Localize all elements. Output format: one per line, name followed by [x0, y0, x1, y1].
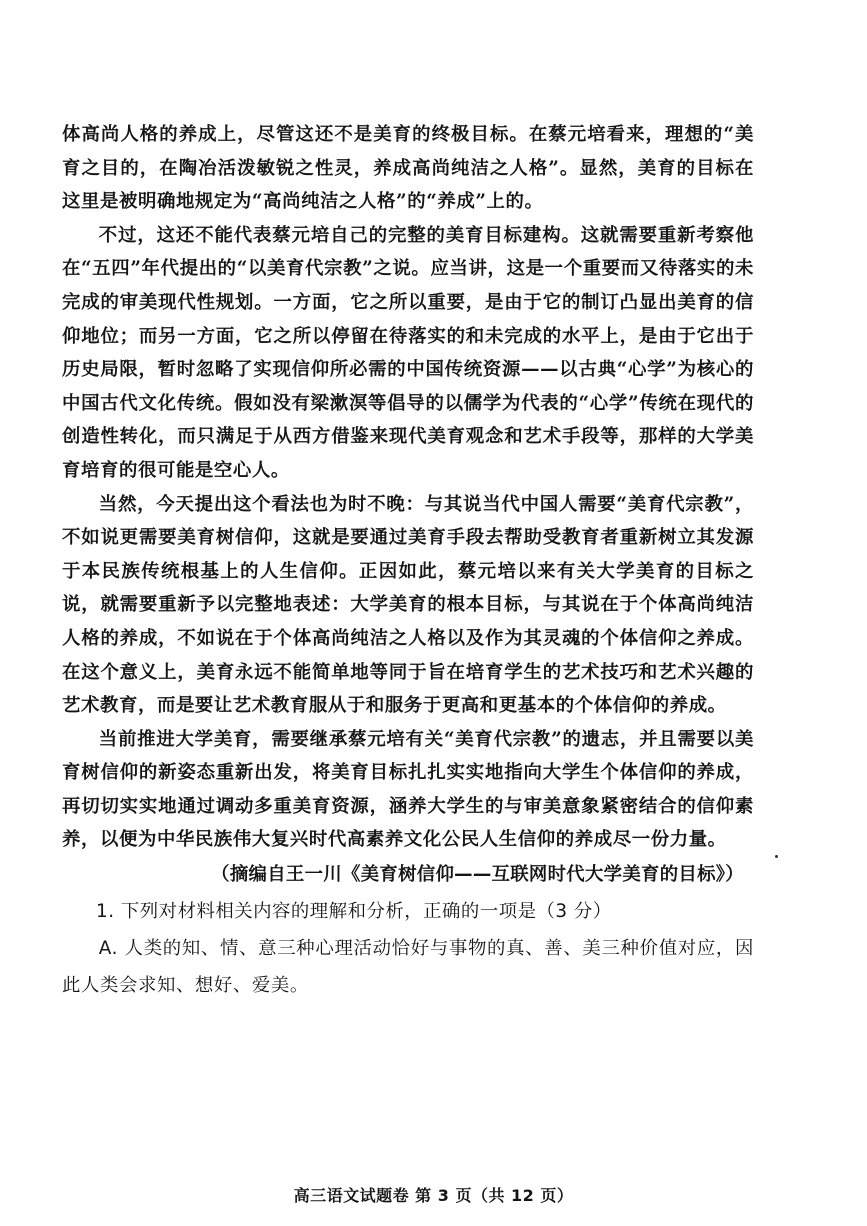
- page-footer: 高三语文试题卷 第 3 页（共 12 页）: [293, 1186, 574, 1205]
- source-citation: （摘编自王一川《美育树信仰——互联网时代大学美育的目标》）: [211, 864, 744, 886]
- exam-page-body: [62, 118, 754, 1004]
- article-paragraph-4: 当前推进大学美育，需要继承蔡元培有关“美育代宗教”的遗志，并且需要以美育树信仰的新姿态重新出发，将美育目标扎扎实实地指向大学生个体信仰的养成，再切切实实地通过调动多重美育资源，涵养大学生的与审美意象紧密结合的信仰素养，以便为中华民族伟大复兴时代高素养文化公民人生信仰的养成尽一份力量。: [62, 728, 754, 851]
- article-paragraph-3: 当然，今天提出这个看法也为时不晚：与其说当代中国人需要“美育代宗教”，不如说更需要美育树信仰，这就是要通过美育手段去帮助受教育者重新树立其发源于本民族传统根基上的人生信仰。正因如此，蔡元培以来有关大学美育的目标之说，就需要重新予以完整地表述：大学美育的根本目标，与其说在于个体高尚纯洁人格的养成，不如说在于个体高尚纯洁之人格以及作为其灵魂的个体信仰之养成。在这个意义上，美育永远不能简单地等同于旨在培育学生的艺术技巧和艺术兴趣的艺术教育，而是要让艺术教育服从于和服务于更高和更基本的个体信仰的养成。: [62, 493, 754, 717]
- article-paragraph-2: 不过，这还不能代表蔡元培自己的完整的美育目标建构。这就需要重新考察他在“五四”年代提出的“以美育代宗教”之说。应当讲，这是一个重要而又待落实的未完成的审美现代性规划。一方面，它之所以重要，是由于它的制订凸显出美育的信仰地位；而另一方面，它之所以停留在待落实的和未完成的水平上，是由于它出于历史局限，暂时忽略了实现信仰所必需的中国传统资源——以古典“心学”为核心的中国古代文化传统。假如没有梁漱溟等倡导的以儒学为代表的“心学”传统在现代的创造性转化，而只满足于从西方借鉴来现代美育观念和艺术手段等，那样的大学美育培育的很可能是空心人。: [62, 224, 754, 481]
- question-1-option-a: A. 人类的知、情、意三种心理活动恰好与事物的真、善、美三种价值对应，因此人类会求知、想好、爱美。: [62, 938, 754, 997]
- article-paragraph-1: 体高尚人格的养成上，尽管这还不是美育的终极目标。在蔡元培看来，理想的“美育之目的，在陶冶活泼敏锐之性灵，养成高尚纯洁之人格”。显然，美育的目标在这里是被明确地规定为“高尚纯洁之人格”的“养成”上的。: [62, 124, 754, 213]
- scan-speck: [775, 855, 778, 858]
- question-1-stem: 1. 下列对材料相关内容的理解和分析，正确的一项是（3 分）: [96, 901, 612, 923]
